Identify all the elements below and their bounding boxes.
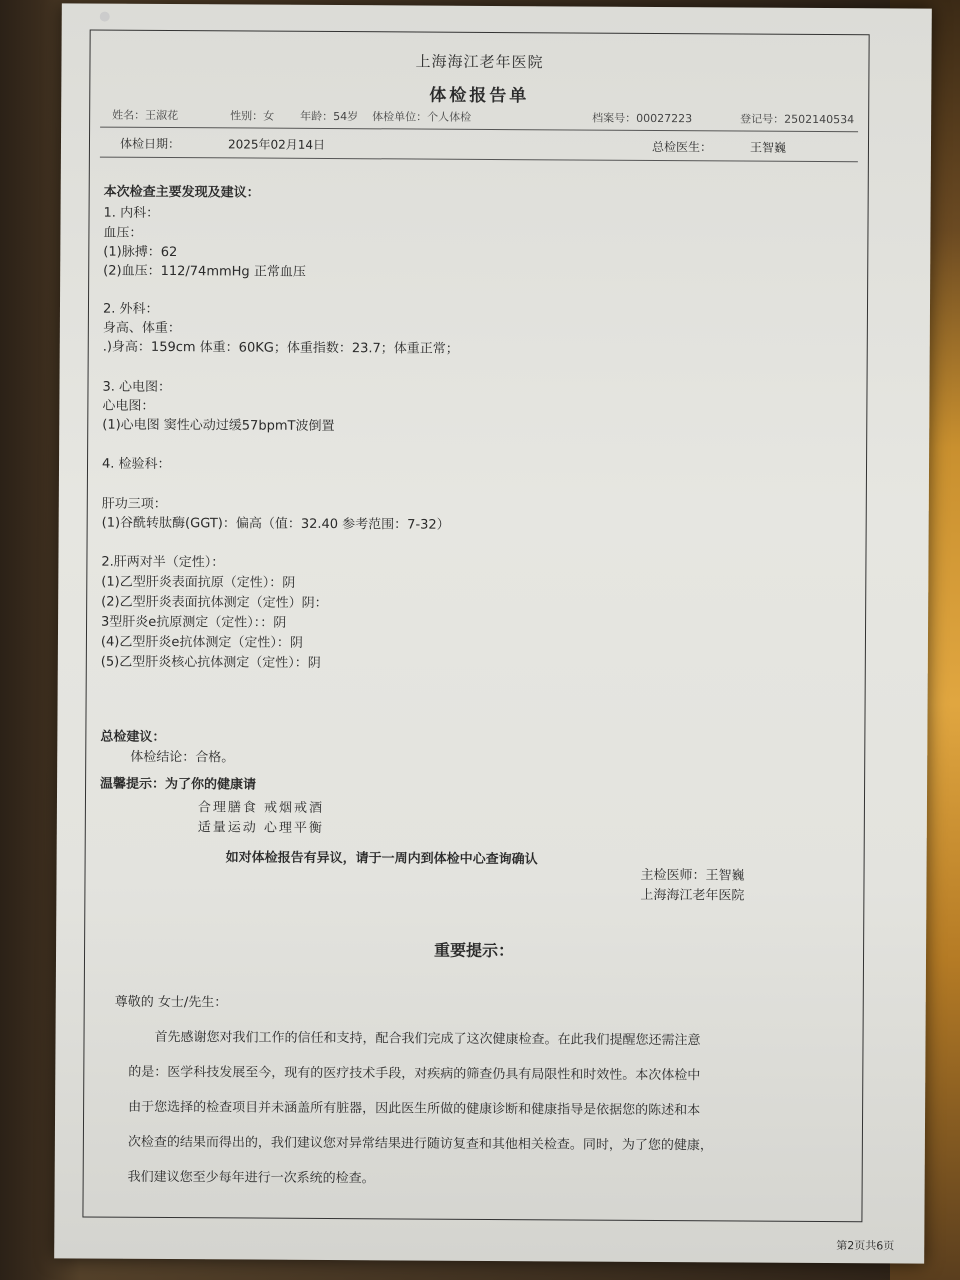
notice-greeting: 尊敬的 女士/先生： — [114, 994, 228, 1011]
finding-line: 血压： — [103, 225, 143, 241]
patient-age: 年龄：54岁 — [300, 109, 359, 124]
finding-line: (2)乙型肝炎表面抗体测定（定性）阴： — [101, 594, 328, 611]
summary-heading: 总检建议： — [100, 729, 166, 746]
finding-line: 1. 内科： — [103, 205, 160, 221]
chief-physician: 主检医师：王智巍 — [640, 867, 745, 884]
notice-line: 次检查的结果而得出的，我们建议您对异常结果进行随访复查和其他相关检查。同时，为了您的健康， — [127, 1134, 713, 1154]
finding-line: (1)乙型肝炎表面抗原（定性）：阴 — [101, 574, 296, 591]
chief-doctor-label: 总检医生： — [651, 139, 713, 155]
summary-conclusion: 体检结论：合格。 — [130, 749, 235, 766]
finding-line: (1)脉搏：62 — [103, 244, 178, 261]
notice-line: 由于您选择的检查项目并未涵盖所有脏器，因此医生所做的健康诊断和健康指导是依据您的陈述和本 — [128, 1099, 701, 1119]
finding-line: (4)乙型肝炎e抗体测定（定性）：阴 — [100, 634, 303, 651]
exam-date-label: 体检日期： — [119, 136, 181, 152]
finding-line: 心电图： — [102, 398, 155, 414]
finding-line: (1)谷酰转肽酶(GGT)：偏高（值：32.40 参考范围：7-32） — [101, 515, 450, 533]
finding-line: .)身高：159cm 体重：60KG；体重指数：23.7；体重正常； — [102, 339, 459, 357]
exam-date: 2025年02月14日 — [227, 137, 326, 152]
finding-line: 2. 外科： — [102, 301, 159, 317]
finding-line: 3. 心电图： — [102, 379, 172, 396]
finding-line: (2)血压：112/74mmHg 正常血压 — [103, 263, 306, 280]
report-frame — [82, 30, 869, 1223]
hospital-name: 上海海江老年医院 — [415, 52, 544, 72]
notice-line: 首先感谢您对我们工作的信任和支持，配合我们完成了这次健康检查。在此我们提醒您还需注意 — [154, 1029, 701, 1049]
finding-line: (5)乙型肝炎核心抗体测定（定性）：阴 — [100, 654, 321, 671]
important-notice-title: 重要提示： — [433, 940, 515, 961]
registration-number: 登记号：2502140534 — [740, 112, 855, 127]
finding-line: 4. 检验科： — [101, 456, 171, 473]
report-title: 体检报告单 — [429, 85, 530, 107]
patient-gender: 性别：女 — [230, 109, 275, 123]
exam-unit: 体检单位：个人体检 — [372, 110, 472, 124]
header-rule-top — [100, 127, 858, 133]
finding-line: 3型肝炎e抗原测定（定性）：：阴 — [101, 614, 287, 631]
tips-heading: 温馨提示：为了你的健康请 — [100, 776, 257, 793]
notice-line: 的是：医学科技发展至今，现有的医疗技术手段，对疾病的筛查仍具有局限性和时效性。本次体检中 — [128, 1064, 701, 1084]
finding-line: 2.肝两对半（定性）： — [101, 554, 225, 571]
page-number: 第2页共6页 — [836, 1239, 895, 1253]
notice-line: 我们建议您至少每年进行一次系统的检查。 — [127, 1169, 375, 1187]
findings-heading: 本次检查主要发现及建议： — [103, 184, 260, 201]
file-number: 档案号：00027223 — [592, 111, 693, 126]
report-paper — [54, 3, 932, 1263]
header-rule-bottom — [100, 157, 858, 163]
finding-line: 身高、体重： — [102, 320, 181, 337]
chief-doctor: 王智巍 — [749, 140, 787, 155]
contact-note: 如对体检报告有异议，请于一周内到体检中心查询确认 — [225, 850, 538, 868]
patient-name: 姓名：王淑花 — [112, 108, 179, 123]
tips-row-2: 适量运动 心理平衡 — [197, 820, 324, 836]
finding-line: 肝功三项： — [101, 496, 167, 513]
hospital-signature: 上海海江老年医院 — [640, 887, 745, 904]
punch-hole — [100, 12, 110, 22]
finding-line: (1)心电图 窦性心动过缓57bpmT波倒置 — [102, 417, 335, 435]
tips-row-1: 合理膳食 戒烟戒酒 — [197, 800, 325, 816]
